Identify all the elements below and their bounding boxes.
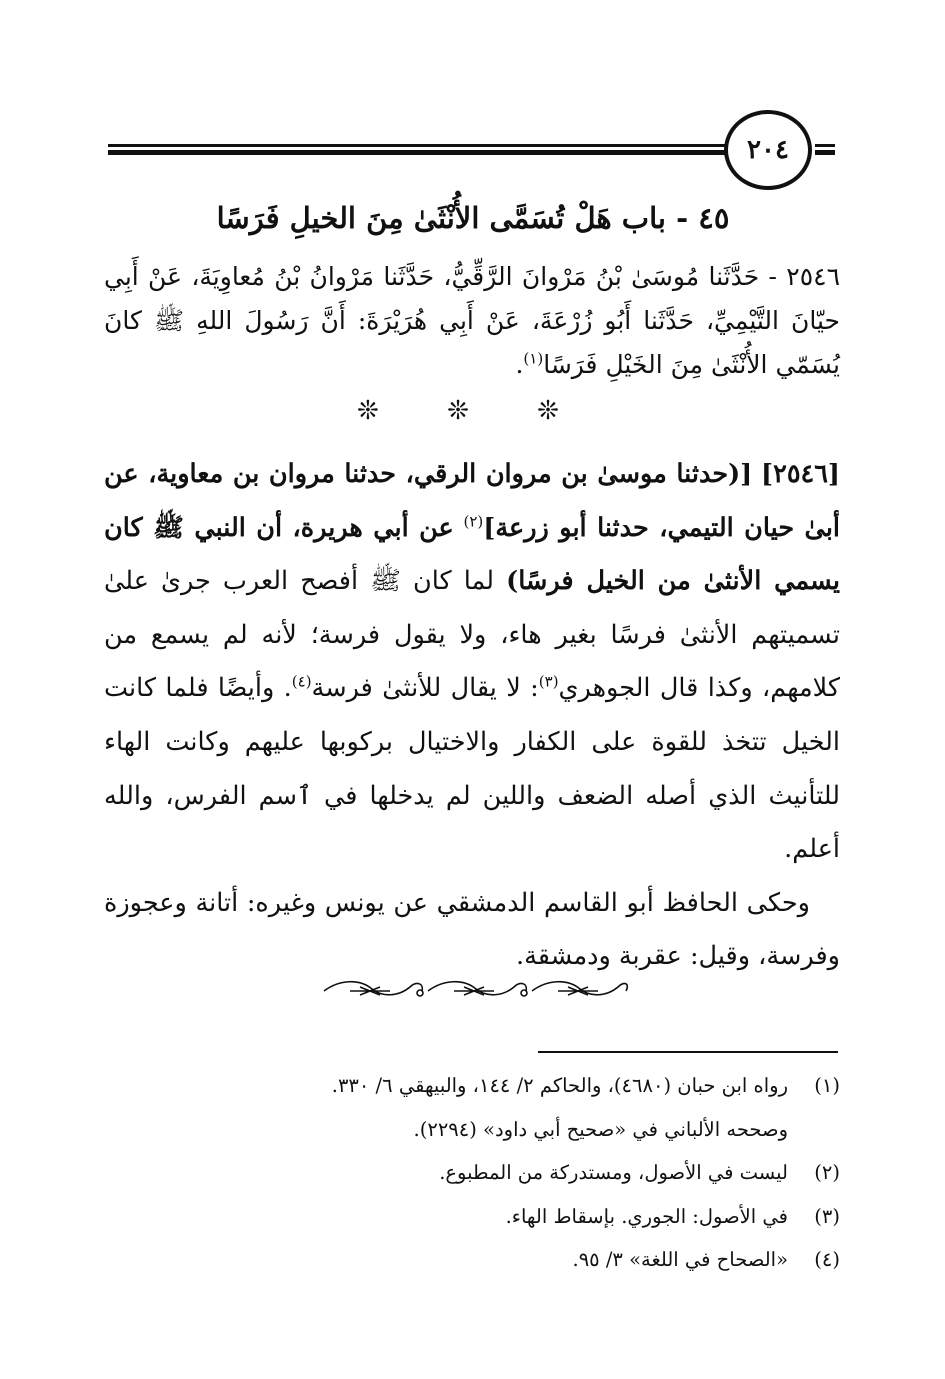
- commentary-block: [104, 448, 840, 984]
- hadith-number: ٢٥٤٦: [786, 262, 841, 291]
- footnote-number: (٤): [814, 1248, 840, 1271]
- footnote-rule: [538, 1051, 838, 1053]
- commentary-isnad: [(حدثنا موسىٰ بن مروان الرقي، حدثنا مروان بن معاوية، عن أبىٰ حيان التيمي، حدثنا أبو زرعة]: [104, 459, 840, 543]
- footnote-1-continuation: وصححه الألباني في «صحيح أبي داود» (٢٢٩٤).: [413, 1117, 788, 1141]
- footnote-3: [104, 1195, 840, 1239]
- commentary-paragraph-2: وحكى الحافظ أبو القاسم الدمشقي عن يونس وغيره: أتانة وعجوزة وفرسة، وقيل: عقربة ودمشقة.: [104, 887, 840, 972]
- commentary-matn: عن أبي هريرة، أن النبي ﷺ كان يسمي الأنثىٰ من الخيل فرسًا): [104, 512, 840, 597]
- commentary-paragraph-1: [104, 448, 840, 877]
- hadith-end: .: [515, 350, 524, 379]
- header-rule-left: [108, 144, 728, 156]
- decorative-ornament-divider: [320, 975, 630, 1005]
- footnote-text: ليست في الأصول، ومستدركة من المطبوع.: [439, 1161, 788, 1184]
- chapter-title-text: باب هَلْ تُسَمَّى الأُنْثَىٰ مِنَ الخيلِ فَرَسًا: [216, 201, 667, 235]
- footnote-ref-1: (١): [523, 349, 544, 368]
- footnote-text: في الأصول: الجوري. بإسقاط الهاء.: [505, 1204, 788, 1228]
- footnote-number: (٣): [814, 1204, 840, 1228]
- hadith-dash: -: [768, 262, 777, 291]
- page-number: ٢٠٤: [747, 135, 789, 165]
- footnote-ref-2: (٢): [463, 512, 484, 531]
- footnote-number: (٢): [814, 1161, 840, 1184]
- page-number-badge: [724, 110, 812, 190]
- commentary-ref: [٢٥٤٦]: [761, 459, 840, 489]
- commentary-text-2: : لا يقال للأنثىٰ فرسة: [311, 673, 539, 704]
- asterism-separator: ❊ ❊ ❊: [357, 396, 589, 426]
- footnote-1: [104, 1064, 840, 1108]
- footnote-2: [104, 1151, 840, 1195]
- footnote-text: رواه ابن حبان (٤٦٨٠)، والحاكم ٢/ ١٤٤، والبيهقي ٦/ ٣٣٠.: [331, 1074, 788, 1097]
- hadith-text-block: [104, 255, 840, 387]
- commentary-text-3: . وأيضًا فلما كانت الخيل تتخذ للقوة على الكفار والاختيال بركوبها عليهم وكانت الهاء للتأنيث الذي أصله الضعف واللين لم يدخلها في ٱسم الفرس، والله أعلم.: [104, 673, 840, 865]
- chapter-title: ٤٥ - باب هَلْ تُسَمَّى الأُنْثَىٰ مِنَ الخيلِ فَرَسًا: [216, 201, 730, 235]
- footnote-ref-3: (٣): [538, 672, 559, 691]
- footnote-ref-4: (٤): [291, 672, 312, 691]
- footnote-number: (١): [814, 1074, 840, 1097]
- hadith-text: حَدَّثَنا مُوسَىٰ بْنُ مَرْوانَ الرَّقِّيُّ، حَدَّثَنا مَرْوانُ بْنُ مُعاوِيَةَ، عَنْ أَبِي حيّانَ التَّيْمِيِّ، حَدَّثَنا أَبُو زُرْعَةَ، عَنْ أَبِي هُرَيْرَةَ: أَنَّ رَسُولَ اللهِ ﷺ كانَ يُسَمّي الأُنْثَىٰ مِنَ الخَيْلِ فَرَسًا: [104, 262, 840, 379]
- chapter-number: ٤٥: [698, 201, 730, 235]
- header-rule-right: [815, 144, 835, 156]
- footnote-4: [104, 1238, 840, 1282]
- footnote-text: «الصحاح في اللغة» ٣/ ٩٥.: [572, 1248, 788, 1271]
- footnotes-block: [104, 1064, 840, 1282]
- commentary-text-1: لما كان ﷺ أفصح العرب جرىٰ علىٰ تسميتهم الأنثىٰ فرسًا بغير هاء، ولا يقول فرسة؛ لأنه لم يسمع من كلامهم، وكذا قال الجوهري: [104, 566, 840, 704]
